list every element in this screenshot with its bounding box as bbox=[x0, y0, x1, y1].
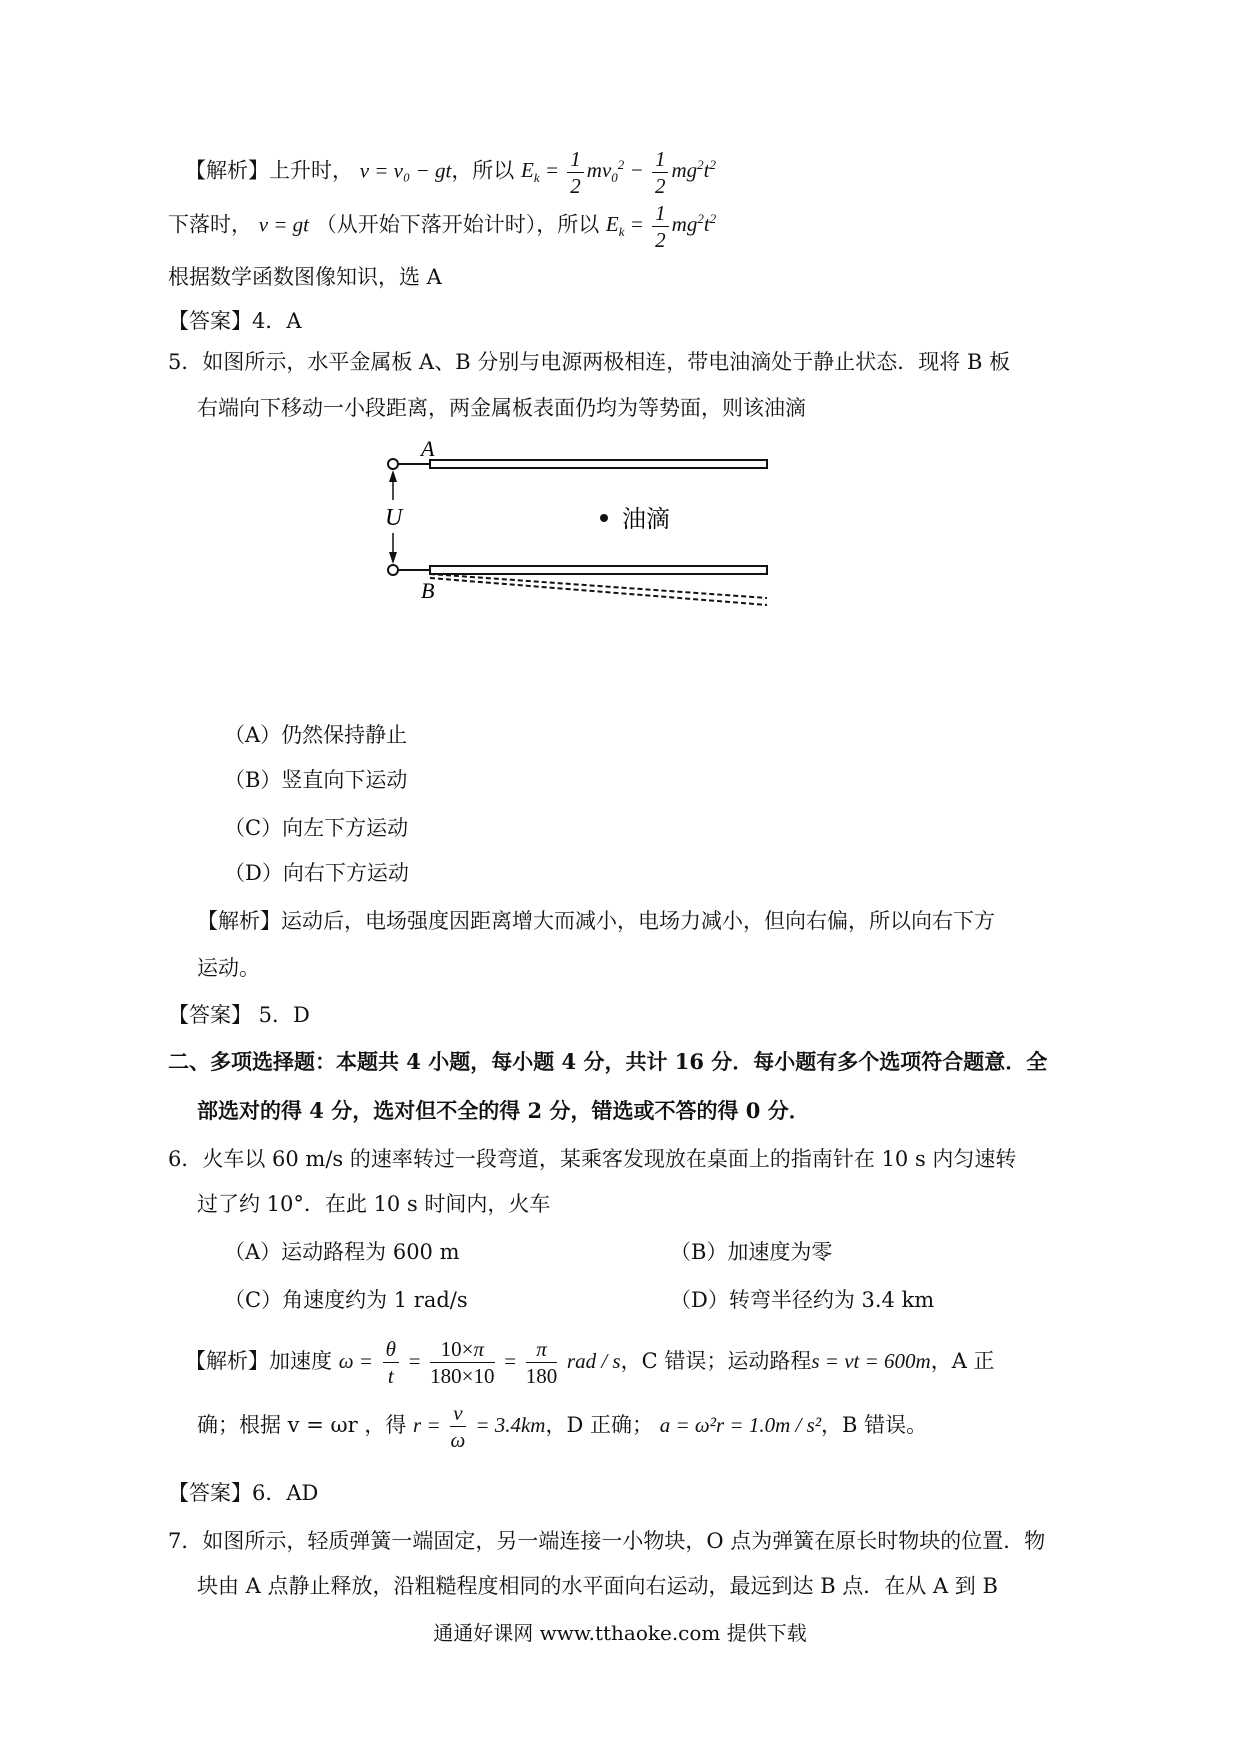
path-formula: s = vt = 600m bbox=[811, 1349, 931, 1373]
label-a: A bbox=[421, 438, 435, 461]
terminal-a bbox=[388, 459, 398, 469]
q6-c-wrong: ，C 错误；运动路程 bbox=[620, 1349, 812, 1373]
q6-line2: 过了约 10°．在此 10 s 时间内，火车 bbox=[197, 1192, 551, 1216]
q6-solution-line1: 【解析】加速度 ω = $\frac{\theta}{t}$ = $\frac{10\times\pi}{180\times 10}$ = $\frac{\pi}{180}$ rad / s，C 错误；运动路程s = vt = 600m，A 正 bbox=[185, 1337, 995, 1388]
answer-6: 【答案】6．AD bbox=[168, 1481, 319, 1505]
moved-plate-top bbox=[430, 574, 767, 598]
section2-line1: 二、多项选择题：本题共 4 小题，每小题 4 分，共计 16 分．每小题有多个选项符合题意．全 bbox=[168, 1049, 1048, 1074]
acceleration-formula: a = ω²r = 1.0m / s² bbox=[659, 1413, 822, 1437]
q6-option-b: （B）加速度为零 bbox=[670, 1240, 833, 1264]
q5-solution-line1: 【解析】运动后，电场强度因距离增大而减小，电场力减小，但向右偏，所以向右下方 bbox=[197, 909, 995, 933]
oil-drop bbox=[600, 514, 608, 522]
plate-b bbox=[430, 566, 767, 574]
solution4-line1 bbox=[185, 146, 716, 199]
section2-line2: 部选对的得 4 分，选对但不全的得 2 分，错选或不答的得 0 分． bbox=[197, 1098, 810, 1123]
q6-line1: 6．火车以 60 m/s 的速率转过一段弯道，某乘客发现放在桌面上的指南针在 10 s 内匀速转 bbox=[168, 1147, 1017, 1171]
solution-label: 【解析】 bbox=[185, 158, 269, 183]
moved-plate-bottom bbox=[430, 578, 767, 605]
rise-so-text: ，所以 bbox=[451, 158, 515, 183]
v-over-omega: $\frac{v}{\omega}$ bbox=[450, 1401, 466, 1452]
rise-text: 上升时， bbox=[269, 158, 353, 183]
theta-over-t: $\frac{\theta}{t}$ bbox=[383, 1336, 399, 1389]
solution4-line2 bbox=[168, 200, 716, 253]
fall-velocity-formula: v = gt bbox=[258, 212, 310, 237]
q5-line2: 右端向下移动一小段距离，两金属板表面仍均为等势面，则该油滴 bbox=[197, 396, 806, 420]
q5-option-b: （B）竖直向下运动 bbox=[224, 768, 408, 792]
answer-5: 【答案】 5．D bbox=[168, 1003, 310, 1027]
ek-formula-rise: $E_k$ = $\frac{1}{2}$ $mv_0^2$ − $\frac{1}{2}$ $mg^2t^2$ bbox=[521, 147, 716, 198]
radius-symbol: r = bbox=[413, 1413, 441, 1437]
voltage-arrow-up bbox=[389, 470, 397, 482]
voltage-arrow-down bbox=[389, 552, 397, 564]
q6-sol2-start: 确；根据 v = ωr ，得 bbox=[197, 1413, 407, 1437]
oil-drop-label: 油滴 bbox=[622, 505, 670, 533]
q6-a-correct: ，A 正 bbox=[930, 1349, 995, 1373]
answer-4: 【答案】4．A bbox=[168, 309, 302, 333]
pi-over-180: $\frac{\pi}{180}$ bbox=[525, 1337, 558, 1388]
ek-formula-fall: $E_k$ = $\frac{1}{2}$ $mg^2t^2$ bbox=[605, 201, 717, 252]
fall-text: 下落时， bbox=[168, 212, 252, 237]
q6-option-d: （D）转弯半径约为 3.4 km bbox=[670, 1288, 935, 1312]
q5-option-a: （A）仍然保持静止 bbox=[224, 723, 408, 747]
radius-value: = 3.4km bbox=[475, 1413, 546, 1437]
omega-symbol: ω = bbox=[338, 1349, 373, 1373]
q5-option-c: （C）向左下方运动 bbox=[224, 816, 409, 840]
fall-note: （从开始下落开始计时），所以 bbox=[315, 212, 600, 237]
label-b: B bbox=[421, 578, 435, 603]
q6-b-wrong: ，B 错误。 bbox=[821, 1413, 928, 1437]
terminal-b bbox=[388, 565, 398, 575]
capacitor-figure bbox=[375, 438, 795, 618]
ten-pi-over-1800: $\frac{10\times\pi}{180\times 10}$ bbox=[430, 1337, 495, 1388]
q5-option-d: （D）向右下方运动 bbox=[224, 861, 409, 885]
label-u: U bbox=[385, 505, 403, 531]
page-footer: 通通好课网 www.tthaoke.com 提供下载 bbox=[433, 1621, 807, 1645]
q6-option-a: （A）运动路程为 600 m bbox=[224, 1240, 460, 1264]
q7-line1: 7．如图所示，轻质弹簧一端固定，另一端连接一小物块，O 点为弹簧在原长时物块的位置．物 bbox=[168, 1529, 1046, 1553]
q5-solution-line2: 运动。 bbox=[197, 956, 260, 980]
q5-line1: 5．如图所示，水平金属板 A、B 分别与电源两极相连，带电油滴处于静止状态．现将 B 板 bbox=[168, 350, 1011, 374]
q6-d-correct: ，D 正确； bbox=[545, 1413, 653, 1437]
q6-option-c: （C）角速度约为 1 rad/s bbox=[224, 1288, 468, 1312]
solution4-conclusion: 根据数学函数图像知识，选 A bbox=[168, 265, 442, 289]
q6-solution-line2 bbox=[197, 1400, 927, 1453]
q6-solution-label: 【解析】加速度 bbox=[185, 1349, 332, 1373]
rad-per-s-unit: rad / s bbox=[566, 1349, 621, 1373]
q7-line2: 块由 A 点静止释放，沿粗糙程度相同的水平面向右运动，最远到达 B 点．在从 A 到 B bbox=[197, 1574, 998, 1598]
rise-velocity-formula: v = v₀ − gt bbox=[359, 158, 452, 183]
plate-a bbox=[430, 460, 767, 468]
